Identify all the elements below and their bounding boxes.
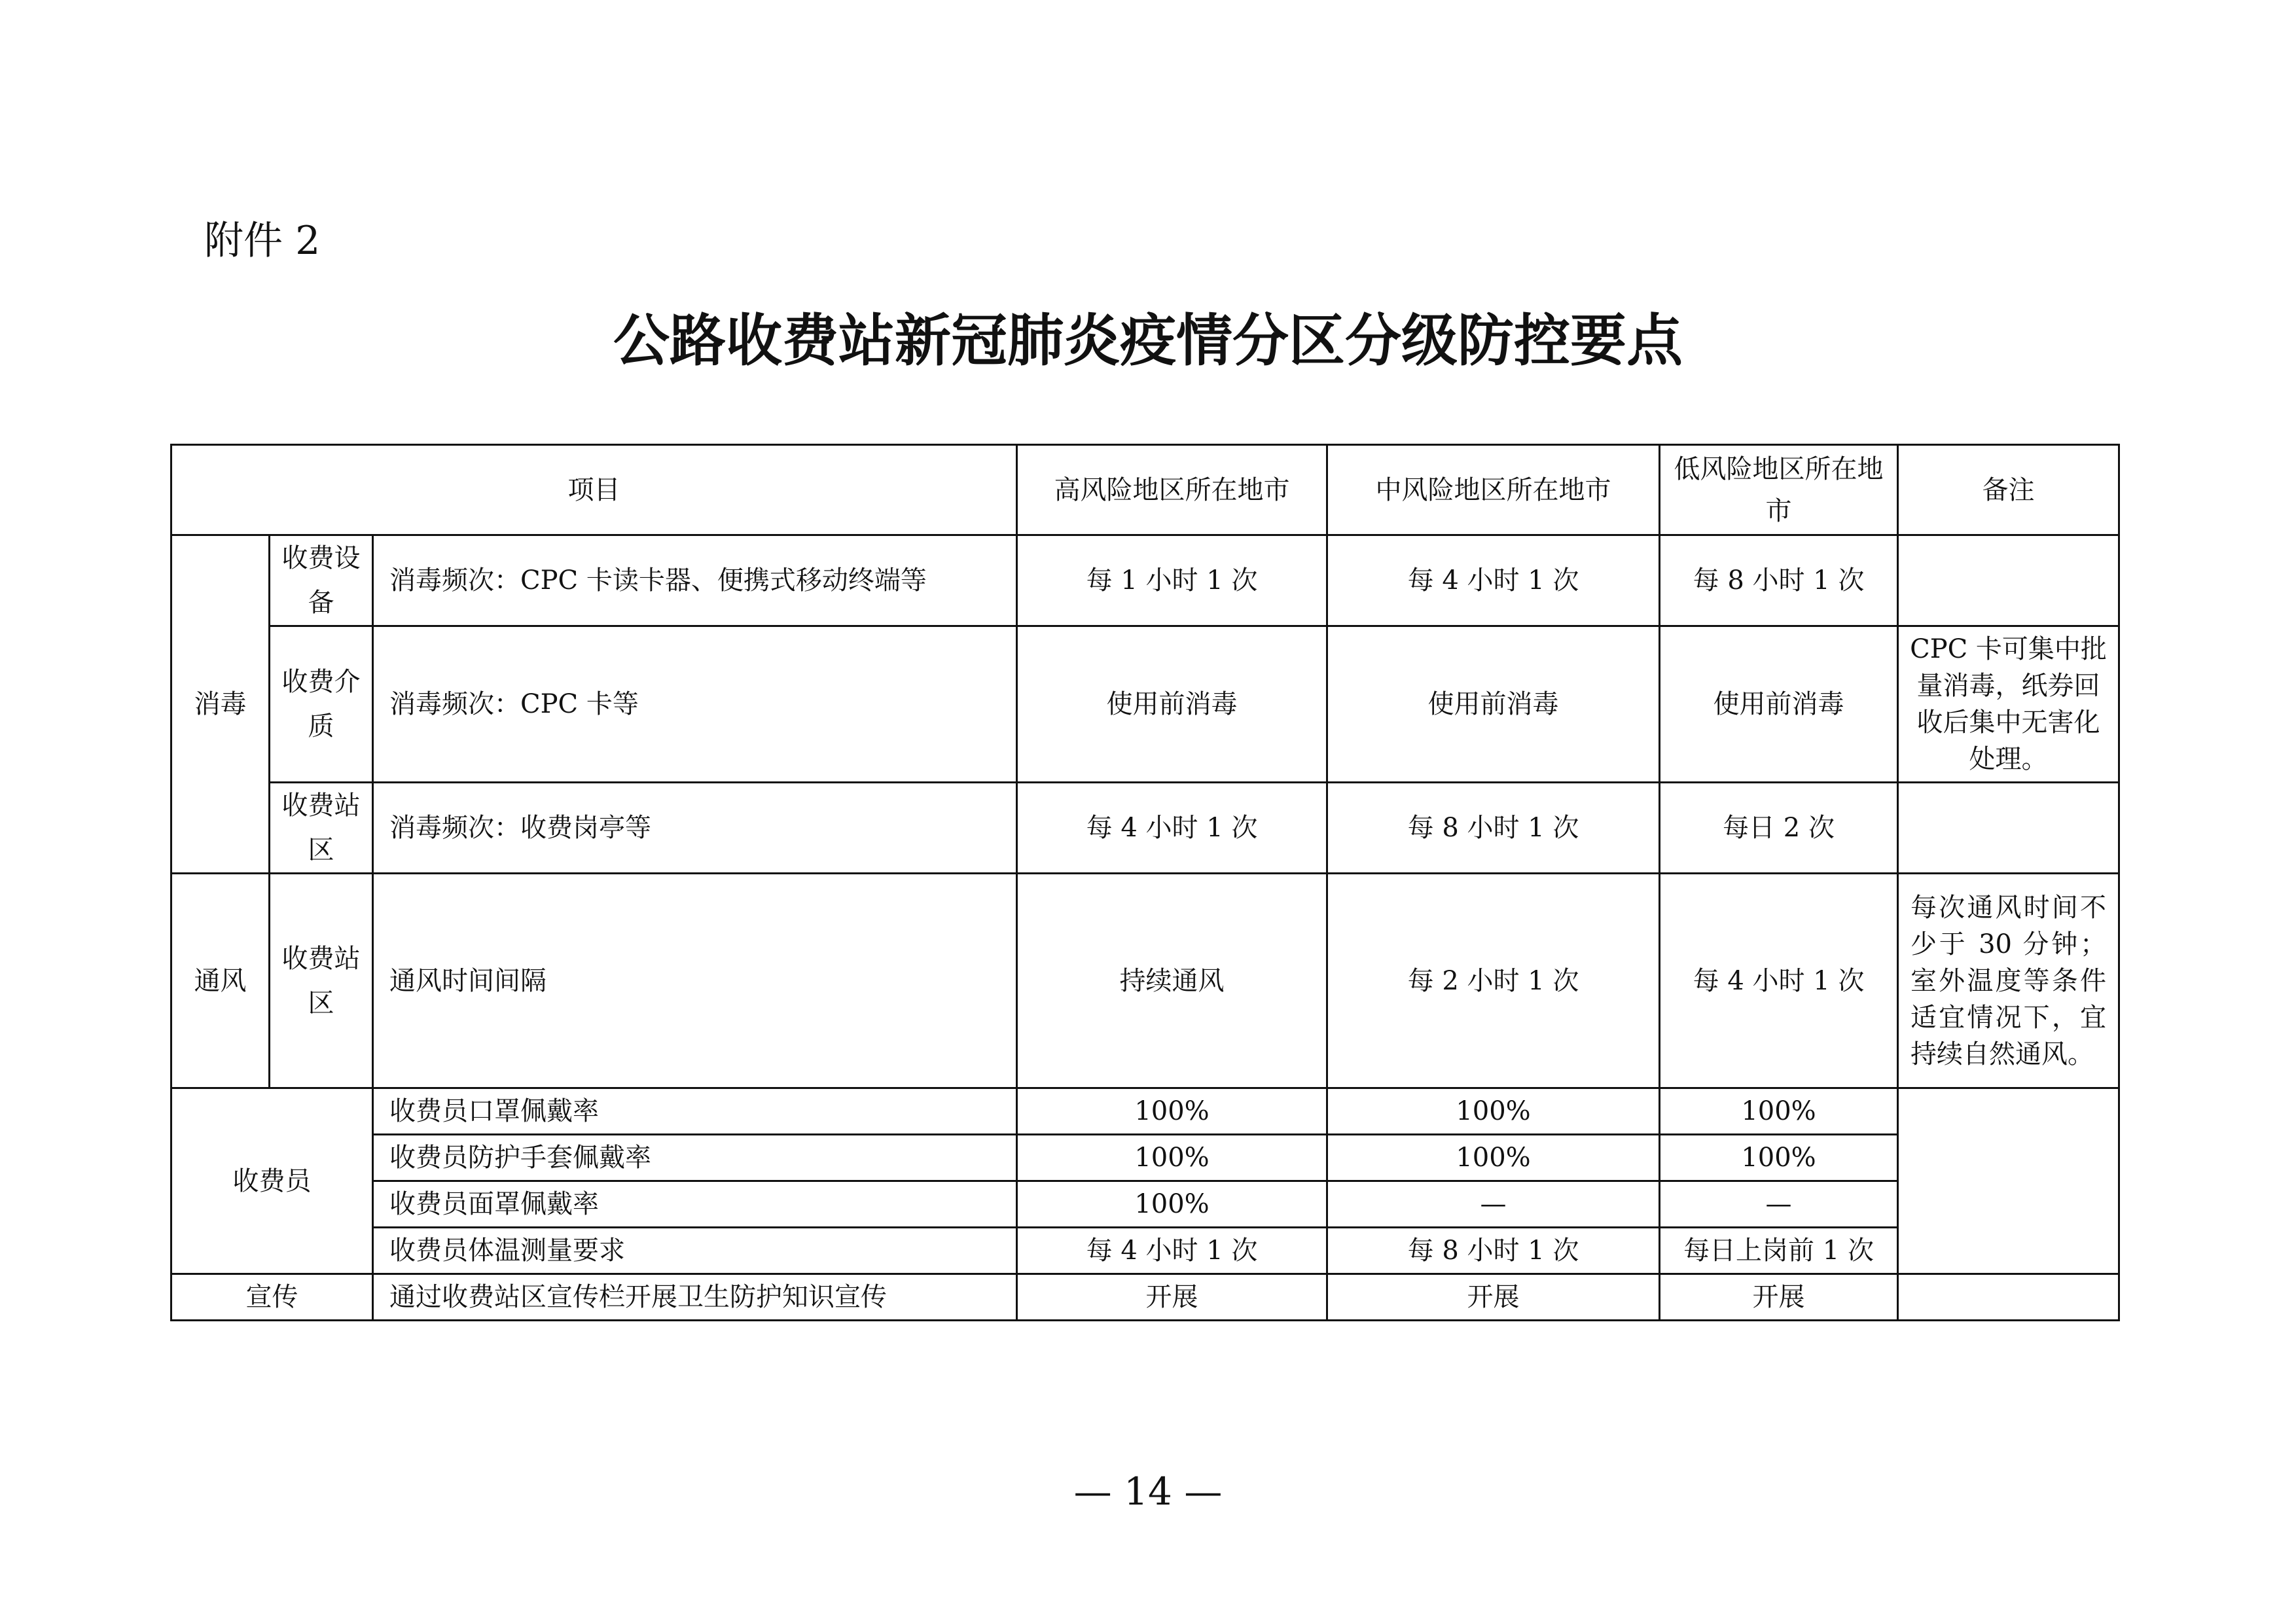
high-risk-cell: 开展 xyxy=(1017,1274,1327,1321)
header-row xyxy=(171,445,2119,535)
header-high-risk: 高风险地区所在地市 xyxy=(1017,445,1327,535)
low-risk-cell: 每日 2 次 xyxy=(1660,783,1898,874)
note-cell xyxy=(1898,783,2119,874)
group-ventilation: 通风 xyxy=(171,874,270,1088)
medium-risk-cell: 使用前消毒 xyxy=(1327,626,1660,783)
medium-risk-cell: 开展 xyxy=(1327,1274,1660,1321)
low-risk-cell: 使用前消毒 xyxy=(1660,626,1898,783)
low-risk-cell: 100% xyxy=(1660,1088,1898,1135)
item-cell: 收费员防护手套佩戴率 xyxy=(373,1135,1017,1181)
item-cell: 消毒频次：CPC 卡读卡器、便携式移动终端等 xyxy=(373,535,1017,626)
note-cell: 每次通风时间不少于 30 分钟；室外温度等条件适宜情况下，宜持续自然通风。 xyxy=(1898,874,2119,1088)
high-risk-cell: 100% xyxy=(1017,1181,1327,1228)
note-cell: CPC 卡可集中批量消毒，纸券回收后集中无害化处理。 xyxy=(1898,626,2119,783)
low-risk-cell: — xyxy=(1660,1181,1898,1228)
table-row xyxy=(171,874,2119,1088)
header-medium-risk: 中风险地区所在地市 xyxy=(1327,445,1660,535)
subgroup-cell: 收费设备 xyxy=(270,535,373,626)
high-risk-cell: 每 4 小时 1 次 xyxy=(1017,783,1327,874)
low-risk-cell: 开展 xyxy=(1660,1274,1898,1321)
table-row xyxy=(171,1274,2119,1321)
header-low-risk: 低风险地区所在地市 xyxy=(1660,445,1898,535)
medium-risk-cell: 100% xyxy=(1327,1088,1660,1135)
low-risk-cell: 每日上岗前 1 次 xyxy=(1660,1228,1898,1274)
group-disinfection: 消毒 xyxy=(171,535,270,874)
high-risk-cell: 100% xyxy=(1017,1135,1327,1181)
high-risk-cell: 每 1 小时 1 次 xyxy=(1017,535,1327,626)
medium-risk-cell: 每 8 小时 1 次 xyxy=(1327,783,1660,874)
high-risk-cell: 100% xyxy=(1017,1088,1327,1135)
note-cell xyxy=(1898,1088,2119,1274)
medium-risk-cell: 每 4 小时 1 次 xyxy=(1327,535,1660,626)
item-cell: 消毒频次：CPC 卡等 xyxy=(373,626,1017,783)
high-risk-cell: 使用前消毒 xyxy=(1017,626,1327,783)
group-publicity: 宣传 xyxy=(171,1274,373,1321)
item-cell: 收费员口罩佩戴率 xyxy=(373,1088,1017,1135)
medium-risk-cell: 每 8 小时 1 次 xyxy=(1327,1228,1660,1274)
table-row xyxy=(171,1181,2119,1228)
medium-risk-cell: 100% xyxy=(1327,1135,1660,1181)
item-cell: 收费员面罩佩戴率 xyxy=(373,1181,1017,1228)
item-cell: 消毒频次：收费岗亭等 xyxy=(373,783,1017,874)
table-row xyxy=(171,626,2119,783)
subgroup-cell: 收费介质 xyxy=(270,626,373,783)
note-cell xyxy=(1898,1274,2119,1321)
table-row xyxy=(171,783,2119,874)
low-risk-cell: 每 4 小时 1 次 xyxy=(1660,874,1898,1088)
prevention-table xyxy=(170,444,2120,1321)
header-item: 项目 xyxy=(171,445,1017,535)
item-cell: 通风时间间隔 xyxy=(373,874,1017,1088)
page-number: — 14 — xyxy=(1073,1469,1223,1514)
page-title: 公路收费站新冠肺炎疫情分区分级防控要点 xyxy=(613,308,1683,374)
table-row xyxy=(171,1228,2119,1274)
group-staff: 收费员 xyxy=(171,1088,373,1274)
subgroup-cell: 收费站区 xyxy=(270,783,373,874)
note-cell xyxy=(1898,535,2119,626)
low-risk-cell: 每 8 小时 1 次 xyxy=(1660,535,1898,626)
medium-risk-cell: — xyxy=(1327,1181,1660,1228)
high-risk-cell: 持续通风 xyxy=(1017,874,1327,1088)
high-risk-cell: 每 4 小时 1 次 xyxy=(1017,1228,1327,1274)
subgroup-cell: 收费站区 xyxy=(270,874,373,1088)
low-risk-cell: 100% xyxy=(1660,1135,1898,1181)
table-row xyxy=(171,1135,2119,1181)
attachment-label: 附件 2 xyxy=(204,218,321,264)
table-row xyxy=(171,535,2119,626)
header-note: 备注 xyxy=(1898,445,2119,535)
item-cell: 收费员体温测量要求 xyxy=(373,1228,1017,1274)
table-row xyxy=(171,1088,2119,1135)
item-cell: 通过收费站区宣传栏开展卫生防护知识宣传 xyxy=(373,1274,1017,1321)
medium-risk-cell: 每 2 小时 1 次 xyxy=(1327,874,1660,1088)
